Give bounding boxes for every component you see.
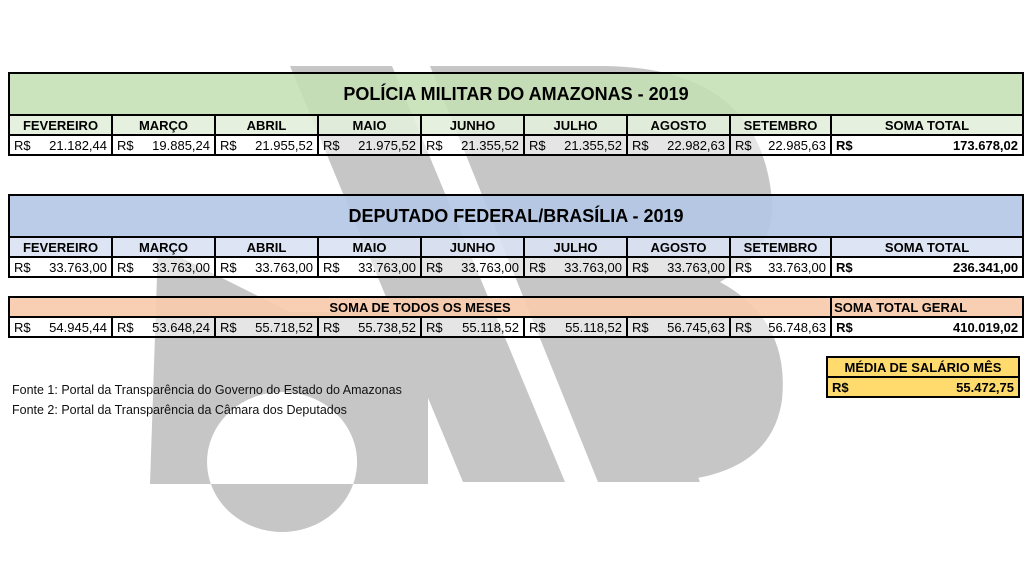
total-header: SOMA TOTAL <box>831 237 1023 257</box>
value-cell: R$ 55.118,52 <box>524 317 627 337</box>
value-cell: R$ 56.748,63 <box>730 317 831 337</box>
sources <box>12 380 402 420</box>
value-cell: R$ 21.355,52 <box>524 135 627 155</box>
value-cell: R$ 55.118,52 <box>421 317 524 337</box>
source-line: Fonte 1: Portal da Transparência do Governo do Estado do Amazonas <box>12 383 402 397</box>
value-cell: R$ 19.885,24 <box>112 135 215 155</box>
month-header: MARÇO <box>112 237 215 257</box>
value-cell: R$ 33.763,00 <box>112 257 215 277</box>
value-cell: R$ 54.945,44 <box>9 317 112 337</box>
value-cell: R$ 22.985,63 <box>730 135 831 155</box>
total-header: SOMA TOTAL <box>831 115 1023 135</box>
month-header: MAIO <box>318 237 421 257</box>
dep-total-cell: R$ 236.341,00 <box>831 257 1023 277</box>
value-cell: R$ 33.763,00 <box>215 257 318 277</box>
media-value: 55.472,75 <box>956 379 1014 395</box>
value-cell: R$ 33.763,00 <box>318 257 421 277</box>
month-header: SETEMBRO <box>730 115 831 135</box>
media-label: MÉDIA DE SALÁRIO MÊS <box>827 357 1019 377</box>
pm-title: POLÍCIA MILITAR DO AMAZONAS - 2019 <box>9 73 1023 115</box>
media-value-cell: R$ 55.472,75 <box>827 377 1019 397</box>
soma-values-row <box>9 317 1023 337</box>
value-cell: R$ 33.763,00 <box>524 257 627 277</box>
month-header: JULHO <box>524 237 627 257</box>
month-header: FEVEREIRO <box>9 115 112 135</box>
value-cell: R$ 21.975,52 <box>318 135 421 155</box>
month-header: MAIO <box>318 115 421 135</box>
value-cell: R$ 33.763,00 <box>730 257 831 277</box>
soma-total-cell: R$ 410.019,02 <box>831 317 1023 337</box>
pm-header-row <box>9 115 1023 135</box>
month-header: JULHO <box>524 115 627 135</box>
month-header: JUNHO <box>421 237 524 257</box>
dep-header-row <box>9 237 1023 257</box>
value-cell: R$ 56.745,63 <box>627 317 730 337</box>
dep-title: DEPUTADO FEDERAL/BRASÍLIA - 2019 <box>9 195 1023 237</box>
month-header: MARÇO <box>112 115 215 135</box>
soma-label: SOMA DE TODOS OS MESES <box>9 297 831 317</box>
soma-header-row <box>9 297 1023 317</box>
month-header: ABRIL <box>215 115 318 135</box>
month-header: JUNHO <box>421 115 524 135</box>
value-cell: R$ 21.955,52 <box>215 135 318 155</box>
value-cell: R$ 53.648,24 <box>112 317 215 337</box>
dep-values-row <box>9 257 1023 277</box>
pm-table <box>8 72 1024 156</box>
value-cell: R$ 33.763,00 <box>627 257 730 277</box>
pm-values-row <box>9 135 1023 155</box>
value-cell: R$ 33.763,00 <box>9 257 112 277</box>
value-cell: R$ 21.182,44 <box>9 135 112 155</box>
value-cell: R$ 33.763,00 <box>421 257 524 277</box>
month-header: AGOSTO <box>627 115 730 135</box>
pm-total-cell: R$ 173.678,02 <box>831 135 1023 155</box>
value-cell: R$ 55.718,52 <box>215 317 318 337</box>
month-header: SETEMBRO <box>730 237 831 257</box>
media-box <box>826 356 1020 398</box>
soma-total-header: SOMA TOTAL GERAL <box>831 297 1023 317</box>
value-cell: R$ 21.355,52 <box>421 135 524 155</box>
month-header: ABRIL <box>215 237 318 257</box>
source-line: Fonte 2: Portal da Transparência da Câmara dos Deputados <box>12 403 347 417</box>
month-header: AGOSTO <box>627 237 730 257</box>
soma-table <box>8 296 1024 338</box>
value-cell: R$ 22.982,63 <box>627 135 730 155</box>
dep-table <box>8 194 1024 278</box>
month-header: FEVEREIRO <box>9 237 112 257</box>
value-cell: R$ 55.738,52 <box>318 317 421 337</box>
